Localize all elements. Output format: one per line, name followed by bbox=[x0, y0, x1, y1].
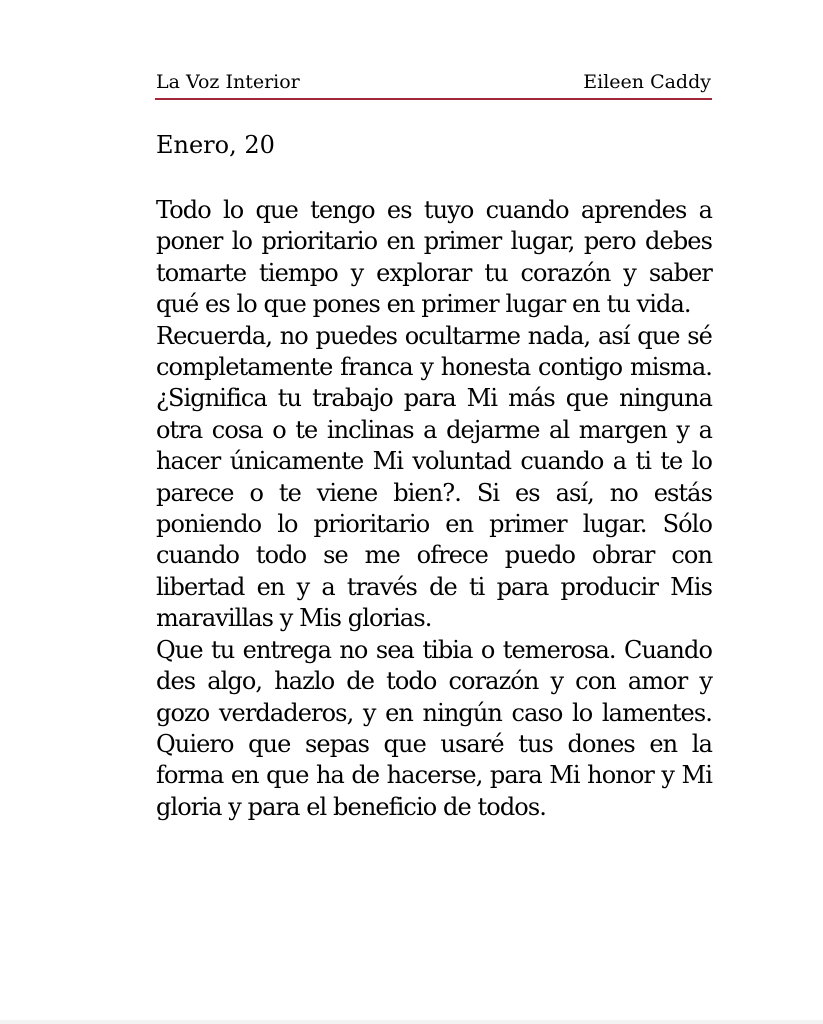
entry-body bbox=[156, 195, 712, 823]
author-name: Eileen Caddy bbox=[583, 71, 711, 93]
paragraph: Todo lo que tengo es tuyo cuando aprendes a poner lo prioritario en primer lugar, pero debes tomarte tiempo y explorar tu corazón y saber qué es lo que pones en primer lugar en tu vida. bbox=[156, 196, 712, 319]
paragraph: Recuerda, no puedes ocultarme nada, así que sé completamente franca y honesta contigo misma. ¿Significa tu trabajo para Mi más que ninguna otra cosa o te inclinas a dejarme al margen y a hacer únicamente Mi voluntad cuando a ti te lo parece o te viene bien?. Si es así, no estás poniendo lo prioritario en primer lugar. Sólo cuando todo se me ofrece puedo obrar con libertad en y a través de ti para producir Mis maravillas y Mis glorias. bbox=[156, 321, 712, 633]
page-header bbox=[155, 68, 712, 100]
paragraph: Que tu entrega no sea tibia o temerosa. Cuando des algo, hazlo de todo corazón y con amor y gozo verdaderos, y en ningún caso lo lamentes. Quiero que sepas que usaré tus dones en la forma en que ha de hacerse, para Mi honor y Mi gloria y para el beneficio de todos. bbox=[156, 635, 712, 821]
page-bottom-edge bbox=[0, 1020, 823, 1024]
entry-date: Enero, 20 bbox=[156, 131, 275, 159]
book-title: La Voz Interior bbox=[156, 71, 300, 93]
